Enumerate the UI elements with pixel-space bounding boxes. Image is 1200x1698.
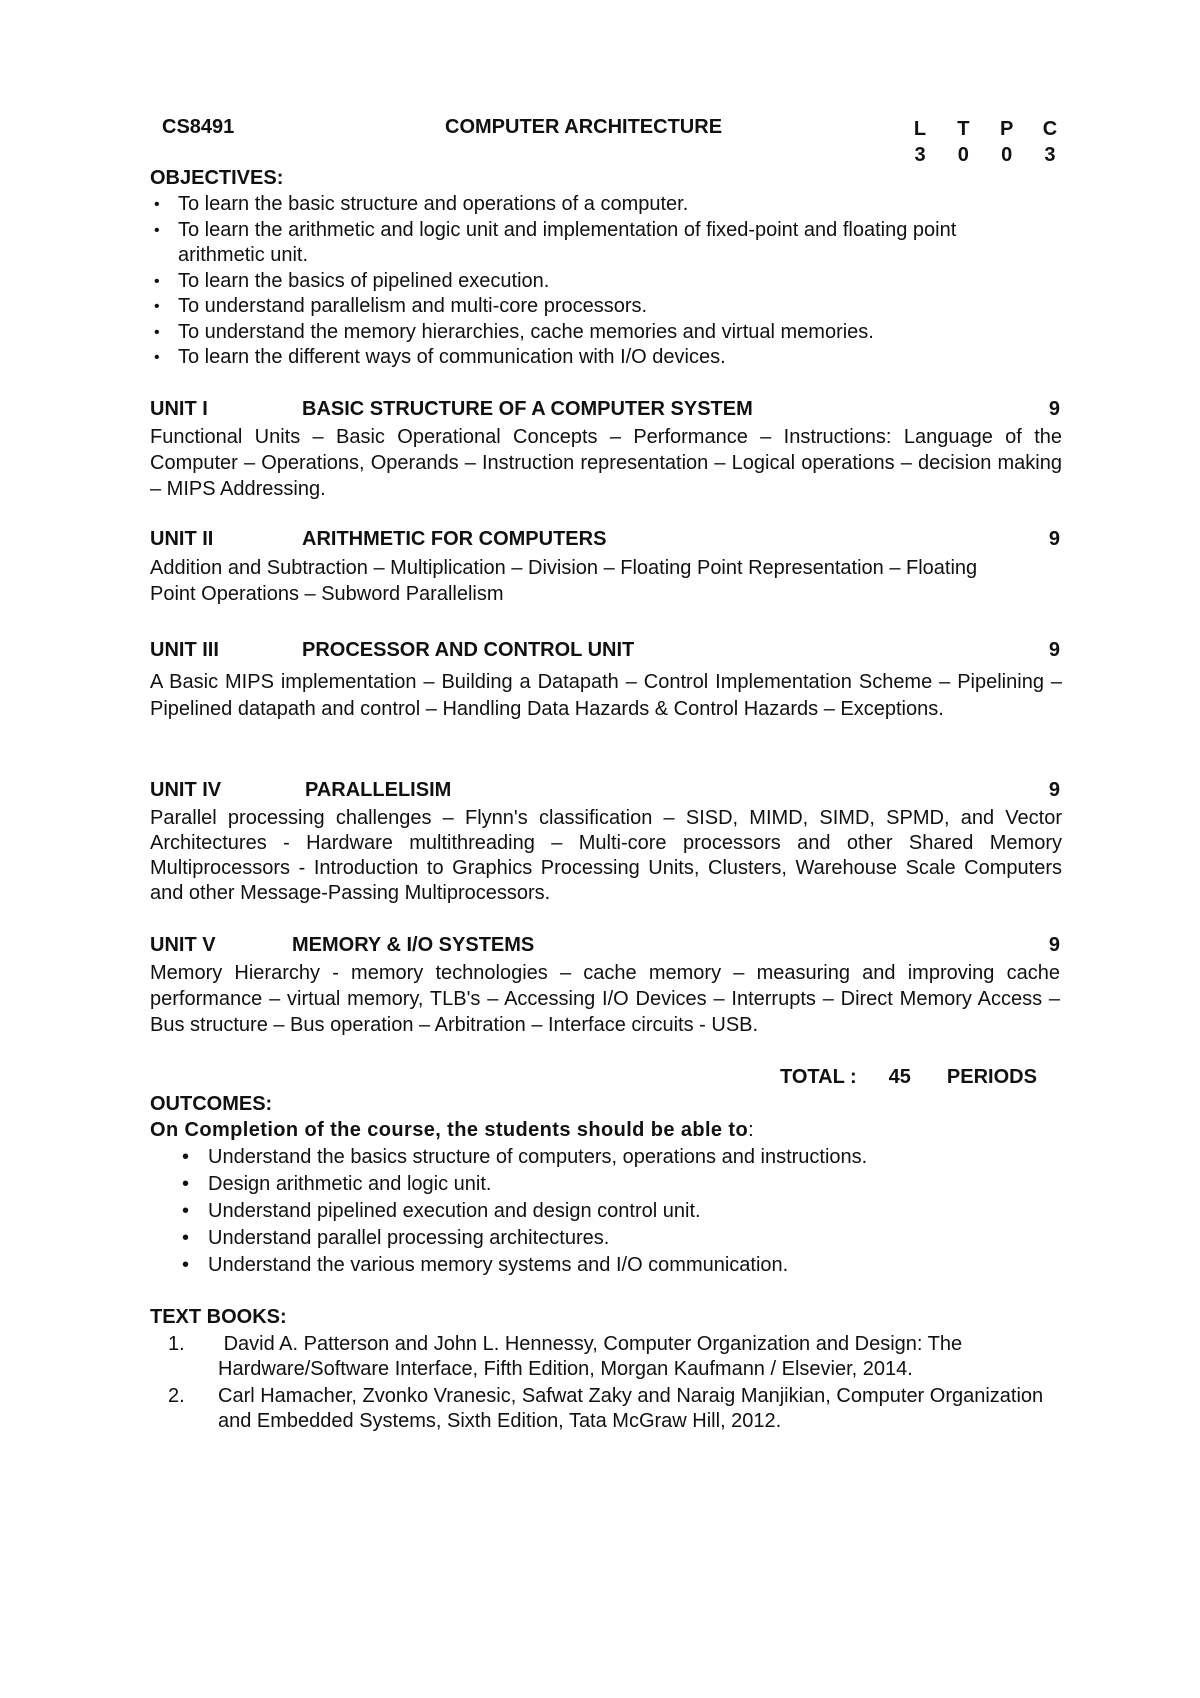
outcome-item: • Understand pipelined execution and design control unit. bbox=[180, 1198, 1080, 1225]
text-books-list bbox=[168, 1332, 1078, 1436]
text-book-citation: David A. Patterson and John L. Hennessy, Computer Organization and Design: The Hardware/Software Interface, Fifth Edition, Morgan Kaufmann / Elsevier, 2014. bbox=[218, 1333, 968, 1380]
unit-hours: 9 bbox=[1048, 398, 1060, 420]
unit-2-content: Addition and Subtraction – Multiplication – Division – Floating Point Representation – Floating Point Operations – Subword Parallelism bbox=[150, 557, 978, 605]
text-book-item bbox=[168, 1384, 1078, 1434]
objective-item: • To learn the basics of pipelined execution. bbox=[150, 269, 1070, 295]
course-title: COMPUTER ARCHITECTURE bbox=[445, 116, 723, 138]
unit-hours: 9 bbox=[1048, 779, 1060, 801]
ltpc-value-l: 3 bbox=[914, 144, 926, 166]
unit-title: PROCESSOR AND CONTROL UNIT bbox=[302, 639, 635, 661]
total-periods bbox=[780, 1066, 1037, 1089]
total-value: 45 bbox=[888, 1066, 911, 1088]
total-unit: PERIODS bbox=[946, 1066, 1037, 1088]
outcome-item: • Understand the various memory systems and I/O communication. bbox=[180, 1252, 1080, 1279]
outcomes-intro-colon: : bbox=[748, 1119, 754, 1141]
ltpc-label-p: P bbox=[999, 118, 1014, 140]
outcomes-heading: OUTCOMES: bbox=[150, 1093, 273, 1115]
ltpc-label-l: L bbox=[913, 118, 927, 140]
unit-number: UNIT I bbox=[150, 398, 208, 420]
ltpc-labels bbox=[910, 116, 1060, 142]
objectives-list bbox=[150, 192, 1070, 371]
unit-hours: 9 bbox=[1048, 528, 1060, 550]
unit-number: UNIT III bbox=[150, 639, 219, 661]
unit-4-content: Parallel processing challenges – Flynn's classification – SISD, MIMD, SIMD, SPMD, and Vector Architectures - Hardware multithreading – Multi-core processors and other Shared Memory Multiprocessors - Introduction to Graphics Processing Units, Clusters, Warehouse Scale Computers and other Message-Passing Multiprocessors. bbox=[150, 807, 1062, 904]
unit-hours: 9 bbox=[1048, 934, 1060, 956]
unit-title: BASIC STRUCTURE OF A COMPUTER SYSTEM bbox=[302, 398, 753, 420]
text-books-heading: TEXT BOOKS: bbox=[150, 1306, 287, 1328]
unit-3-header bbox=[150, 639, 1060, 665]
unit-number: UNIT II bbox=[150, 528, 214, 550]
text-book-number: 2. bbox=[168, 1385, 185, 1407]
text-book-item bbox=[168, 1332, 1078, 1382]
total-label: TOTAL : bbox=[780, 1066, 857, 1088]
outcome-item: • Design arithmetic and logic unit. bbox=[180, 1171, 1080, 1198]
unit-2-header bbox=[150, 528, 1060, 554]
objective-item: • To learn the different ways of communication with I/O devices. bbox=[150, 345, 1070, 371]
unit-number: UNIT IV bbox=[150, 779, 222, 801]
outcome-item: • Understand the basics structure of computers, operations and instructions. bbox=[180, 1144, 1080, 1171]
unit-5-content: Memory Hierarchy - memory technologies – cache memory – measuring and improving cache performance – virtual memory, TLB's – Accessing I/O Devices – Interrupts – Direct Memory Access – Bus structure – Bus operation – Arbitration – Interface circuits - USB. bbox=[150, 962, 1060, 1036]
outcomes-intro bbox=[150, 1119, 754, 1142]
objective-item: • To learn the arithmetic and logic unit and implementation of fixed-point and floating point arithmetic unit. bbox=[150, 218, 1070, 269]
ltpc-value-c: 3 bbox=[1044, 144, 1056, 166]
unit-title: MEMORY & I/O SYSTEMS bbox=[292, 934, 535, 956]
unit-4-header bbox=[150, 779, 1060, 805]
unit-3-content: A Basic MIPS implementation – Building a Datapath – Control Implementation Scheme – Pipelining – Pipelined datapath and control – Handling Data Hazards & Control Hazards – Exceptions. bbox=[150, 671, 1062, 720]
unit-1-content: Functional Units – Basic Operational Concepts – Performance – Instructions: Language of the Computer – Operations, Operands – Instruction representation – Logical operations – decision making – MIPS Addressing. bbox=[150, 426, 1062, 500]
objective-item: • To learn the basic structure and operations of a computer. bbox=[150, 192, 1070, 218]
unit-number: UNIT V bbox=[150, 934, 216, 956]
course-code: CS8491 bbox=[162, 116, 235, 138]
unit-hours: 9 bbox=[1048, 639, 1060, 661]
ltpc-value-t: 0 bbox=[957, 144, 969, 166]
unit-5-header bbox=[150, 934, 1060, 960]
text-book-citation: Carl Hamacher, Zvonko Vranesic, Safwat Zaky and Naraig Manjikian, Computer Organization and Embedded Systems, Sixth Edition, Tata McGraw Hill, 2012. bbox=[218, 1385, 1044, 1432]
objective-item: • To understand parallelism and multi-core processors. bbox=[150, 294, 1070, 320]
ltpc-table bbox=[910, 116, 1060, 168]
outcomes-intro-text: On Completion of the course, the students should be able to bbox=[150, 1119, 749, 1141]
ltpc-label-c: C bbox=[1042, 118, 1058, 140]
outcomes-list bbox=[180, 1144, 1080, 1279]
unit-1-header bbox=[150, 398, 1060, 424]
outcome-item: • Understand parallel processing architectures. bbox=[180, 1225, 1080, 1252]
ltpc-values bbox=[910, 142, 1060, 168]
unit-title: ARITHMETIC FOR COMPUTERS bbox=[302, 528, 607, 550]
text-book-number: 1. bbox=[168, 1333, 185, 1355]
ltpc-value-p: 0 bbox=[1001, 144, 1013, 166]
ltpc-label-t: T bbox=[957, 118, 970, 140]
unit-title: PARALLELISIM bbox=[305, 779, 452, 801]
objectives-heading: OBJECTIVES: bbox=[150, 167, 284, 189]
objective-item: • To understand the memory hierarchies, cache memories and virtual memories. bbox=[150, 320, 1070, 346]
